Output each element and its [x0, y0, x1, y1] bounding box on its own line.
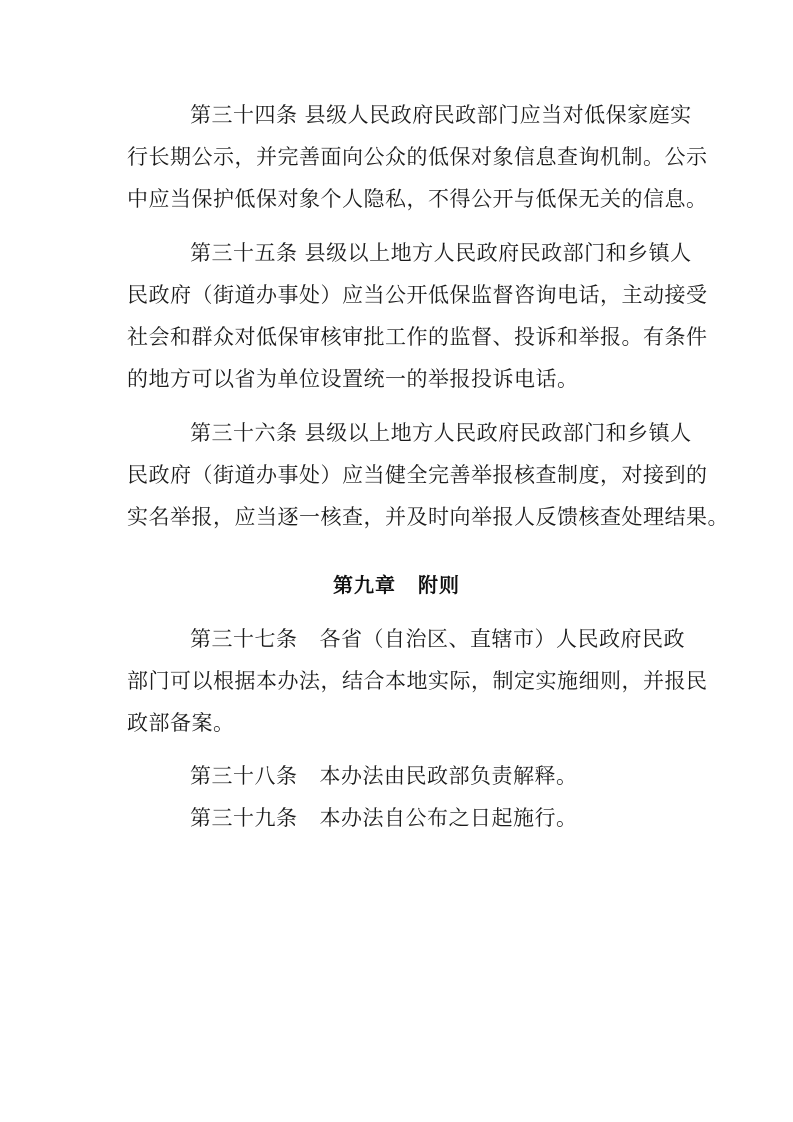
article-35-line-2: 民政府（街道办事处）应当公开低保监督咨询电话，主动接受 [127, 283, 708, 307]
article-37-line-3: 政部备案。 [127, 711, 235, 735]
article-36-line-2: 民政府（街道办事处）应当健全完善举报核查制度，对接到的 [127, 463, 708, 487]
article-35-line-4: 的地方可以省为单位设置统一的举报投诉电话。 [127, 367, 579, 391]
article-37-line-1 [190, 627, 685, 651]
article-38-number: 第三十八条 [190, 764, 298, 788]
article-37-line-2: 部门可以根据本办法，结合本地实际，制定实施细则，并报民 [127, 669, 708, 693]
article-39 [190, 806, 578, 830]
article-34-line-3: 中应当保护低保对象个人隐私，不得公开与低保无关的信息。 [127, 187, 708, 211]
article-38-text: 本办法由民政部负责解释。 [319, 764, 578, 788]
article-35-line-1: 第三十五条 县级以上地方人民政府民政部门和乡镇人 [190, 241, 692, 265]
article-38 [190, 764, 578, 788]
chapter-heading [0, 573, 793, 597]
chapter-subtitle: 附则 [418, 573, 460, 597]
article-34-line-1: 第三十四条 县级人民政府民政部门应当对低保家庭实 [190, 103, 692, 127]
article-37-number: 第三十七条 [190, 627, 298, 651]
article-36-line-3: 实名举报，应当逐一核查，并及时向举报人反馈核查处理结果。 [127, 505, 729, 529]
article-35-line-3: 社会和群众对低保审核审批工作的监督、投诉和举报。有条件 [127, 325, 708, 349]
chapter-title: 第九章 [333, 573, 396, 597]
article-36-line-1: 第三十六条 县级以上地方人民政府民政部门和乡镇人 [190, 421, 692, 445]
article-39-number: 第三十九条 [190, 806, 298, 830]
article-34-line-2: 行长期公示，并完善面向公众的低保对象信息查询机制。公示 [127, 145, 708, 169]
article-39-text: 本办法自公布之日起施行。 [319, 806, 578, 830]
article-37-text: 各省（自治区、直辖市）人民政府民政 [319, 627, 685, 651]
